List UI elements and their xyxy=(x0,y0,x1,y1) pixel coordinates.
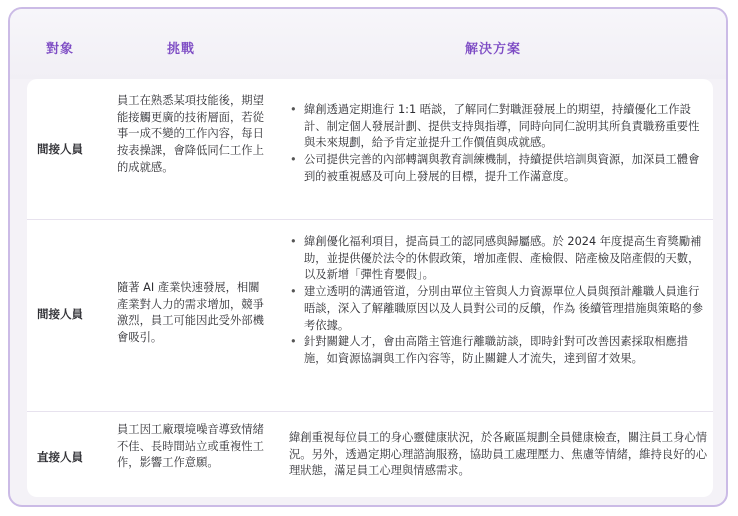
header-challenge: 挑戰 xyxy=(167,42,196,57)
row-challenge: 員工在熟悉某項技能後，期望能接觸更廣的技術層面，若從事一成不變的工作內容，每日按表操課，會降低同仁工作上的成就感。 xyxy=(117,94,264,174)
solution-item: • 公司提供完善的內部轉調與教育訓練機制，持續提供培訓與資源，加深員工體會到的被重視感及可向上發展的目標，提升工作滿意度。 xyxy=(289,152,709,185)
solution-item: • 針對關鍵人才，會由高階主管進行離職訪談，即時針對可改善因素採取相應措施，如資源協調與工作內容等，防止關鍵人才流失，達到留才效果。 xyxy=(289,334,709,367)
table-row xyxy=(27,219,713,411)
solution-item: • 建立透明的溝通管道，分別由單位主管與人力資源單位人員與預計離職人員進行晤談，深入了解離職原因以及人員對公司的反饋，作為 後續管理措施與策略的參考依據。 xyxy=(289,284,709,334)
table-frame xyxy=(8,7,728,507)
solution-item: • 緯創優化福利項目，提高員工的認同感與歸屬感。於 2024 年度提高生育獎勵補助，並提供優於法令的休假政策，增加產假、產檢假、陪產檢及陪產假的天數，以及新增「彈性育嬰假」。 xyxy=(289,234,709,284)
table-body xyxy=(27,79,713,497)
row-challenge: 隨著 AI 產業快速發展，相關產業對人力的需求增加，競爭激烈，員工可能因此受外部機會吸引。 xyxy=(117,281,264,345)
row-solutions xyxy=(289,234,709,368)
table-row xyxy=(27,79,713,219)
table-row xyxy=(27,411,713,497)
row-object: 間接人員 xyxy=(37,307,83,321)
header-solution: 解決方案 xyxy=(465,42,522,57)
header-object: 對象 xyxy=(46,42,75,57)
row-object: 直接人員 xyxy=(37,450,83,464)
solution-item: • 緯創透過定期進行 1:1 晤談，了解同仁對職涯發展上的期望，持續優化工作設計、制定個人發展計劃、提供支持與指導，同時向同仁說明其所負責職務重要性與未來規劃，給予肯定並提升工作價值與成就感。 xyxy=(289,102,709,152)
table-header xyxy=(10,9,726,79)
row-solution-text: 緯創重視每位員工的身心靈健康狀況，於各廠區規劃全員健康檢查，關注員工身心情況。另外，透過定期心理諮詢服務，協助員工處理壓力、焦慮等情緒，維持良好的心理狀態，滿足員工心理與情感需求。 xyxy=(289,431,707,478)
row-challenge: 員工因工廠環境噪音導致情緒不佳、長時間站立或重複性工作，影響工作意願。 xyxy=(117,423,264,470)
row-object: 間接人員 xyxy=(37,142,83,156)
row-solutions xyxy=(289,102,709,186)
